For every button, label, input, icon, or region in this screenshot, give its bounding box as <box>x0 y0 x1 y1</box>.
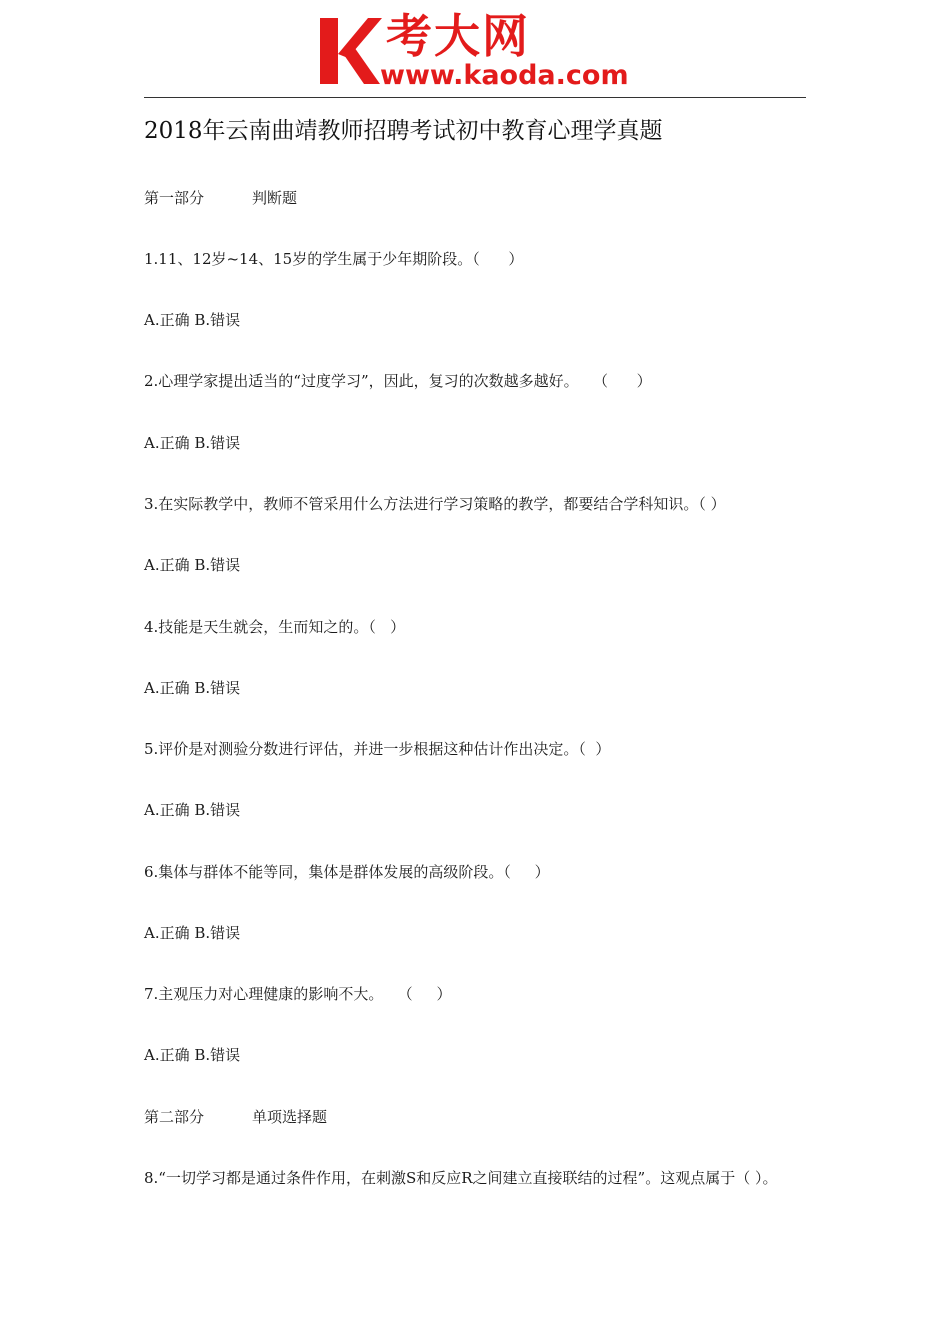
logo-chinese-text: 考大网 <box>386 9 530 63</box>
question-7: 7.主观压力对心理健康的影响不大。 （ ） <box>144 985 452 1003</box>
question-3: 3.在实际教学中，教师不管采用什么方法进行学习策略的教学，都要结合学科知识。（ ） <box>144 495 726 513</box>
question-5: 5.评价是对测验分数进行评估，并进一步根据这种估计作出决定。（ ） <box>144 740 611 758</box>
logo-url-text: www.kaoda.com <box>380 60 629 91</box>
document-title: 2018年云南曲靖教师招聘考试初中教育心理学真题 <box>144 118 663 144</box>
section-label: 第二部分 <box>144 1108 205 1126</box>
options-2: A.正确 B.错误 <box>144 434 241 452</box>
section-heading-2 <box>144 1106 327 1128</box>
question-4: 4.技能是天生就会，生而知之的。（ ） <box>144 618 406 636</box>
section-type: 单项选择题 <box>252 1108 328 1126</box>
question-1: 1.11、12岁~14、15岁的学生属于少年期阶段。（ ） <box>144 250 524 268</box>
section-heading-1 <box>144 187 297 209</box>
kaoda-logo[interactable] <box>318 8 640 92</box>
options-5: A.正确 B.错误 <box>144 801 241 819</box>
section-label: 第一部分 <box>144 189 205 207</box>
section-type: 判断题 <box>252 189 298 207</box>
options-1: A.正确 B.错误 <box>144 311 241 329</box>
k-logo-icon <box>318 14 382 88</box>
question-8: 8.“一切学习都是通过条件作用，在刺激S和反应R之间建立直接联结的过程”。这观点属于（ ）。 <box>144 1169 778 1187</box>
question-2: 2.心理学家提出适当的“过度学习”，因此，复习的次数越多越好。 （ ） <box>144 372 652 390</box>
options-3: A.正确 B.错误 <box>144 556 241 574</box>
question-6: 6.集体与群体不能等同，集体是群体发展的高级阶段。（ ） <box>144 863 550 881</box>
options-7: A.正确 B.错误 <box>144 1046 241 1064</box>
options-6: A.正确 B.错误 <box>144 924 241 942</box>
options-4: A.正确 B.错误 <box>144 679 241 697</box>
header-divider <box>144 97 806 98</box>
